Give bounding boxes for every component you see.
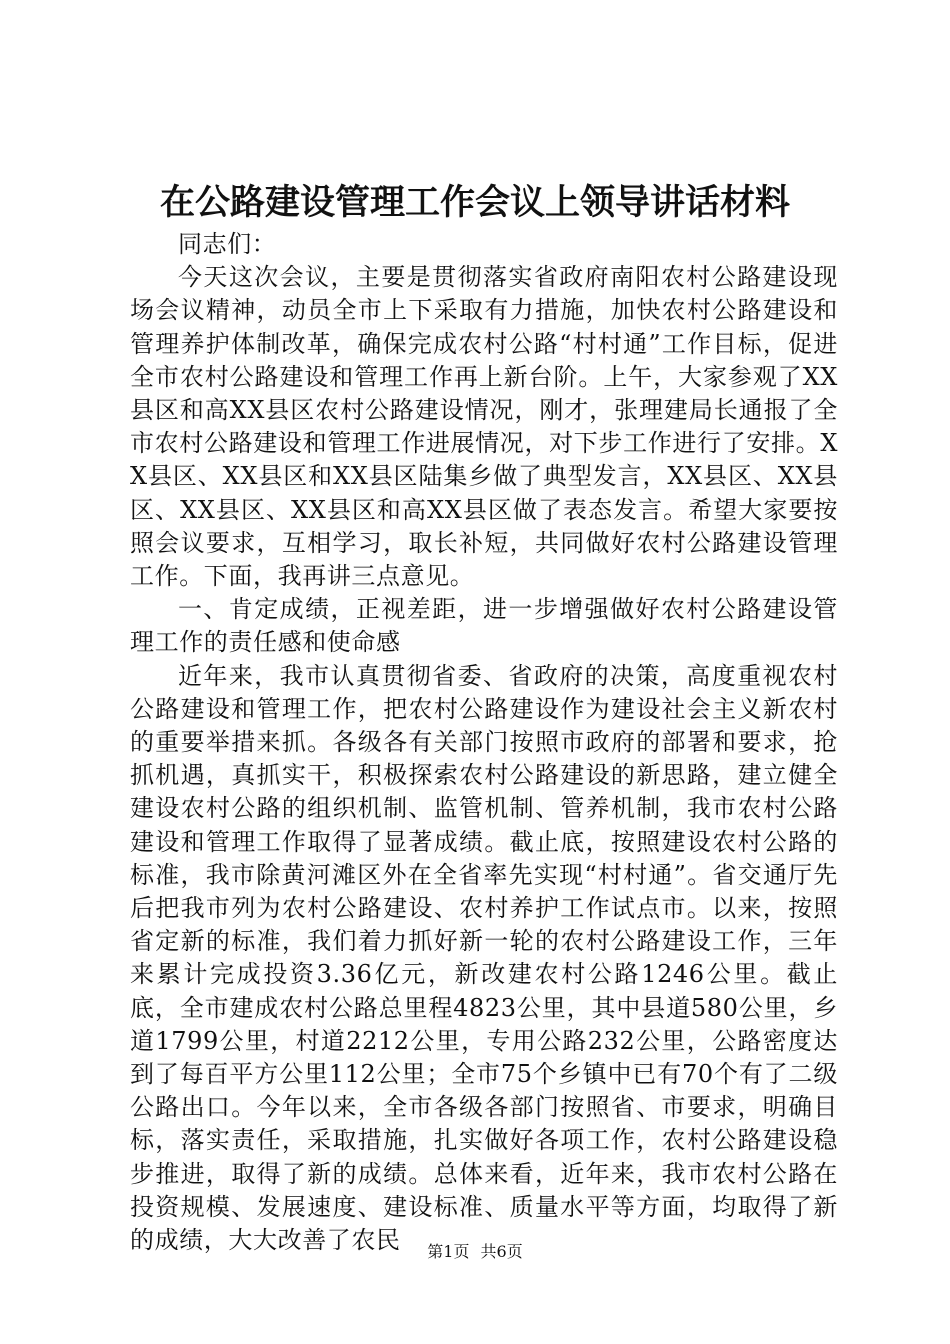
- paragraph-achievements: 近年来，我市认真贯彻省委、省政府的决策，高度重视农村公路建设和管理工作，把农村公路建设作为建设社会主义新农村的重要举措来抓。各级各有关部门按照市政府的部署和要求，抢抓机遇，真抓实干，积极探索农村公路建设的新思路，建立健全建设农村公路的组织机制、监管机制、管养机制，我市农村公路建设和管理工作取得了显著成绩。截止底，按照建设农村公路的标准，我市除黄河滩区外在全省率先实现“村村通”。省交通厅先后把我市列为农村公路建设、农村养护工作试点市。以来，按照省定新的标准，我们着力抓好新一轮的农村公路建设工作，三年来累计完成投资3.36亿元，新改建农村公路1246公里。截止底，全市建成农村公路总里程4823公里，其中县道580公里，乡道1799公里，村道2212公里，专用公路232公里，公路密度达到了每百平方公里112公里；全市75个乡镇中已有70个有了二级公路出口。今年以来，全市各级各部门按照省、市要求，明确目标，落实责任，采取措施，扎实做好各项工作，农村公路建设稳步推进，取得了新的成绩。总体来看，近年来，我市农村公路在投资规模、发展速度、建设标准、质量水平等方面，均取得了新的成绩，大大改善了农民: [130, 661, 838, 1255]
- section-heading-1: 一、肯定成绩，正视差距，进一步增强做好农村公路建设管理工作的责任感和使命感: [130, 595, 838, 657]
- page-number: 第1页: [427, 1242, 470, 1261]
- document-body: [130, 228, 838, 1257]
- paragraph-greeting: 同志们：: [178, 230, 277, 258]
- page-total: 共6页: [480, 1242, 523, 1261]
- document-title: 在公路建设管理工作会议上领导讲话材料: [159, 182, 790, 223]
- page-footer: [0, 1240, 950, 1264]
- paragraph-intro: 今天这次会议，主要是贯彻落实省政府南阳农村公路建设现场会议精神，动员全市上下采取有力措施，加快农村公路建设和管理养护体制改革，确保完成农村公路“村村通”工作目标，促进全市农村公路建设和管理工作再上新台阶。上午，大家参观了XX县区和高XX县区农村公路建设情况，刚才，张理建局长通报了全市农村公路建设和管理工作进展情况，对下步工作进行了安排。XX县区、XX县区和XX县区陆集乡做了典型发言，XX县区、XX县区、XX县区、XX县区和高XX县区做了表态发言。希望大家要按照会议要求，互相学习，取长补短，共同做好农村公路建设管理工作。下面，我再讲三点意见。: [130, 263, 838, 591]
